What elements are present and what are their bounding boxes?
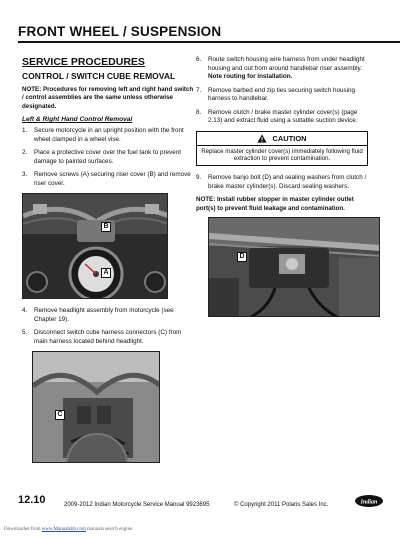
step-text: Remove headlight assembly from motorcycle (see Chapter 19). [34,307,174,323]
step-text: Remove screws (A) securing riser cover (B) and remove riser cover. [34,171,191,187]
step-text: Secure motorcycle in an upright position with the front wheel clamped in a wheel vise. [34,127,184,143]
step-number: 8. [196,108,202,116]
callout-b: B [101,222,111,232]
caution-box [196,131,368,167]
page-title: FRONT WHEEL / SUSPENSION [18,24,222,39]
harness-connector-illustration [33,352,160,463]
step-text [208,56,368,82]
step-4 [22,307,194,324]
procedure-note: NOTE: Procedures for removing left and right hand switch / control assemblies are the same unless otherwise designated. [22,86,194,110]
step-number: 7. [196,86,202,94]
step-text: Remove clutch / brake master cylinder cover(s) (page 2.13) and extract fluid using a suitable suction device. [208,108,358,124]
banjo-bolt-photo [208,217,380,317]
step-3 [22,171,194,188]
step-number: 6. [196,56,202,63]
step-text-bold: Note routing for installation. [208,73,293,80]
watermark-prefix: Downloaded from [4,527,42,532]
step-text: Remove barbed end zip ties securing switch housing harness to handlebar. [208,86,356,102]
step-text-main: Route switch housing wire harness from under headlight housing and out from around handlebar riser assembly. [208,56,365,72]
page-footer [18,494,400,514]
step-number: 9. [196,174,202,182]
svg-text:Indian: Indian [360,499,378,506]
watermark-suffix: manuals search engine [85,527,133,532]
riser-cover-photo [22,193,168,299]
page-header [18,24,400,43]
warning-icon [257,134,267,143]
stopper-note: NOTE: Install rubber stopper in master cylinder outlet port(s) to prevent fluid leakage and contamination. [196,196,354,212]
step-6 [196,56,368,82]
left-column [22,56,194,463]
step-number: 1. [22,127,28,135]
step-number: 5. [22,329,28,337]
download-watermark [4,527,132,532]
copyright-text: © Copyright 2011 Polaris Sales Inc. [234,502,329,508]
callout-c: C [55,410,65,420]
subsection-title: CONTROL / SWITCH CUBE REMOVAL [22,71,176,81]
step-text: Disconnect switch cube harness connectors (C) from main harness located behind headlight. [34,329,182,345]
step-9 [196,174,368,191]
page-number: 12.10 [18,494,46,506]
step-number: 2. [22,149,28,157]
step-8 [196,109,368,126]
step-text: Remove banjo bolt (D) and sealing washers from clutch / brake master cylinder(s). Discard sealing washers. [208,174,367,190]
callout-d: D [237,252,247,262]
harness-connector-photo [32,351,160,463]
step-text: Place a protective cover over the fuel tank to prevent damage to painted surfaces. [34,149,182,165]
step-5 [22,329,194,346]
right-column [196,56,368,317]
header-rule [18,41,400,43]
caution-title: CAUTION [272,133,307,143]
step-7 [196,87,368,104]
section-title: SERVICE PROCEDURES [22,56,145,68]
indian-logo-icon [354,494,384,508]
manual-title: 2009-2012 Indian Motorcycle Service Manual 9923695 [64,502,210,508]
step-number: 3. [22,171,28,179]
manualslib-link[interactable]: www.Manualslib.com [41,527,86,532]
caution-text: Replace master cylinder cover(s) immediately following fluid extraction to prevent contamination. [201,147,363,163]
caution-header [197,132,367,146]
procedure-title: Left & Right Hand Control Removal [22,116,133,124]
callout-a: A [101,268,111,278]
step-2 [22,149,194,166]
step-number: 4. [22,307,28,315]
banjo-bolt-illustration [209,218,380,317]
riser-cover-illustration [23,194,168,299]
step-1 [22,127,194,144]
